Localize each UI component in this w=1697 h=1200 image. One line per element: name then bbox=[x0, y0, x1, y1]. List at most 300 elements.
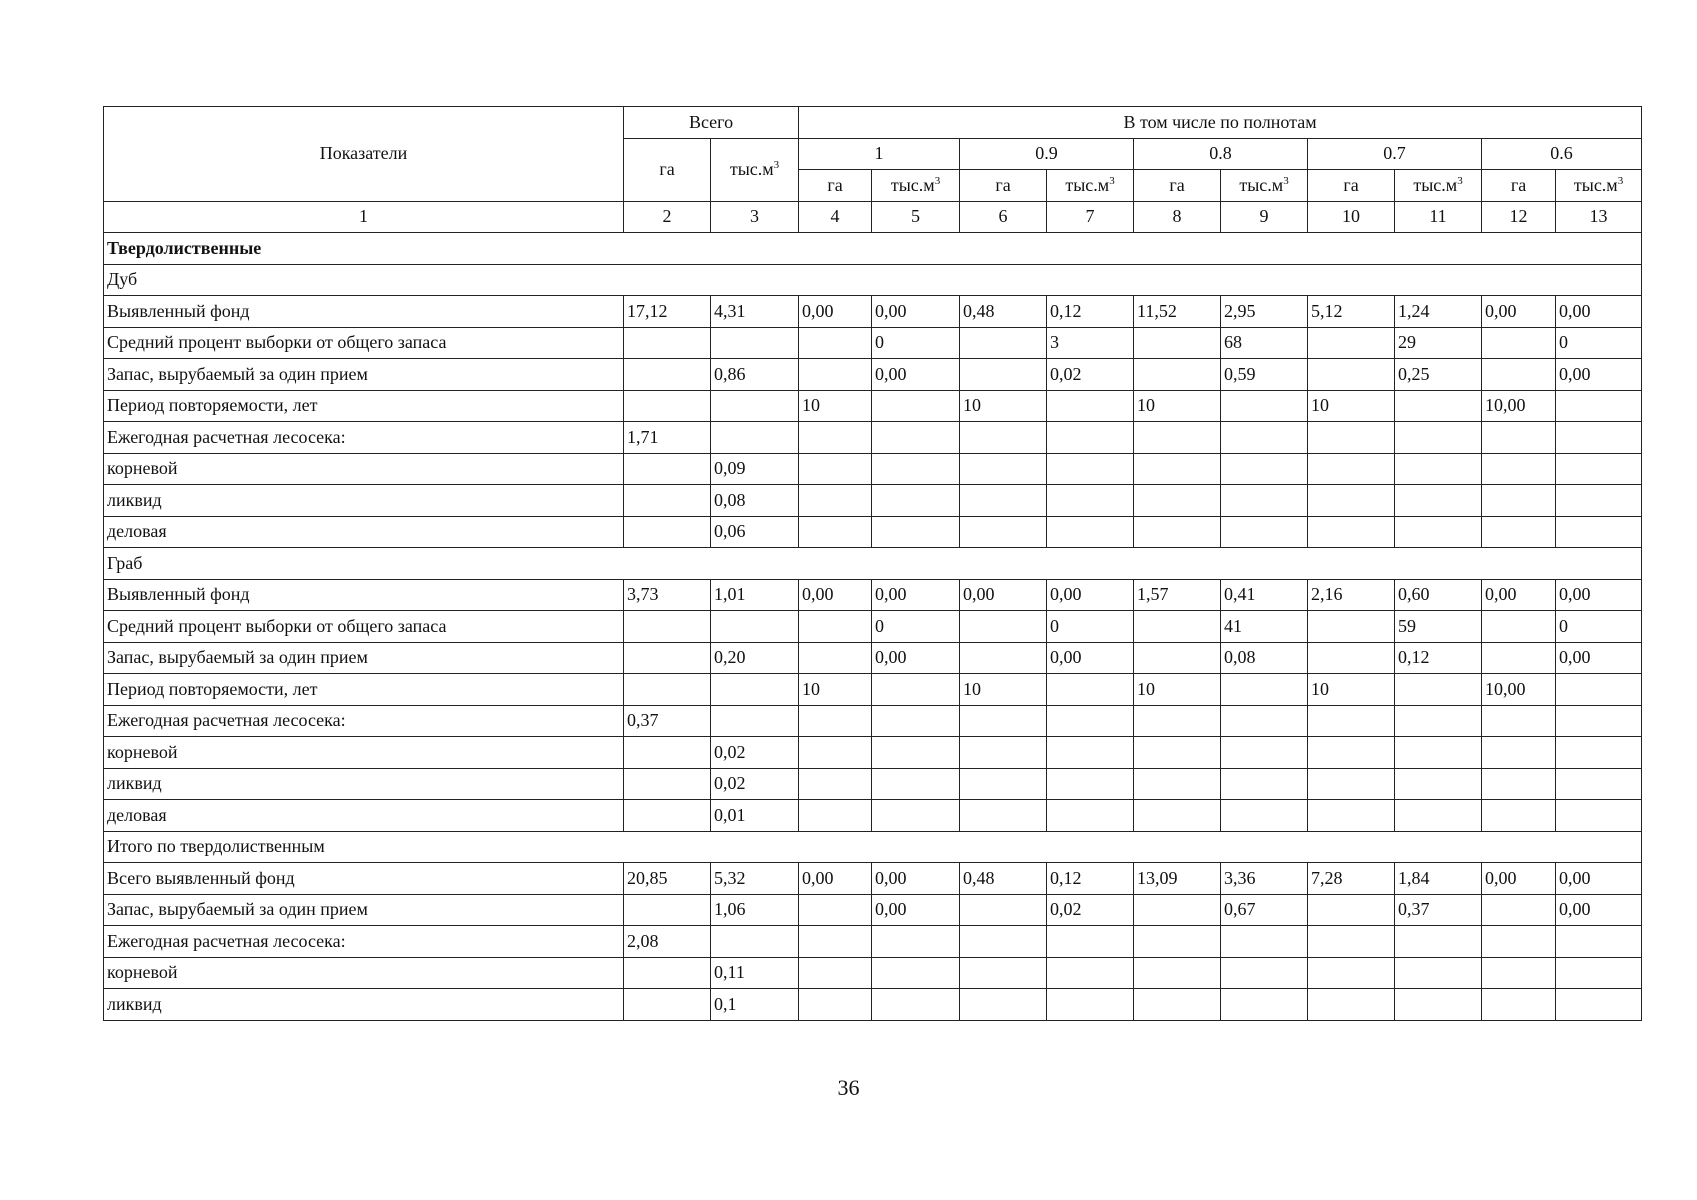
table-row bbox=[104, 737, 1642, 769]
table-cell bbox=[1047, 737, 1134, 769]
table-row bbox=[104, 989, 1642, 1021]
row-label: Период повторяемости, лет bbox=[104, 674, 624, 706]
table-cell: 3,73 bbox=[624, 579, 711, 611]
table-cell bbox=[960, 768, 1047, 800]
row-label: Период повторяемости, лет bbox=[104, 390, 624, 422]
page-number: 36 bbox=[837, 1075, 860, 1100]
table-cell: 10 bbox=[1134, 390, 1221, 422]
column-number: 1 bbox=[104, 201, 624, 233]
table-cell bbox=[1134, 926, 1221, 958]
table-cell bbox=[1395, 390, 1482, 422]
table-cell: 0,48 bbox=[960, 296, 1047, 328]
table-cell bbox=[1134, 800, 1221, 832]
table-cell: 0,48 bbox=[960, 863, 1047, 895]
table-cell: 0,67 bbox=[1221, 894, 1308, 926]
table-cell bbox=[1395, 800, 1482, 832]
table-cell bbox=[1482, 705, 1556, 737]
table-cell bbox=[1308, 359, 1395, 391]
table-cell bbox=[960, 989, 1047, 1021]
table-cell bbox=[960, 359, 1047, 391]
table-cell: 0,06 bbox=[711, 516, 799, 548]
table-cell bbox=[1134, 989, 1221, 1021]
table-cell bbox=[1556, 674, 1642, 706]
table-cell bbox=[1482, 516, 1556, 548]
table-cell bbox=[1221, 989, 1308, 1021]
table-cell: 5,32 bbox=[711, 863, 799, 895]
table-cell bbox=[711, 611, 799, 643]
table-cell: 0,00 bbox=[1556, 642, 1642, 674]
table-cell bbox=[799, 768, 872, 800]
table-cell bbox=[624, 327, 711, 359]
row-label: Средний процент выборки от общего запаса bbox=[104, 327, 624, 359]
row-label: ликвид bbox=[104, 768, 624, 800]
table-cell bbox=[1047, 485, 1134, 517]
row-label: ликвид bbox=[104, 989, 624, 1021]
table-cell: 20,85 bbox=[624, 863, 711, 895]
table-row bbox=[104, 800, 1642, 832]
table-cell: 0,01 bbox=[711, 800, 799, 832]
section-row bbox=[104, 233, 1642, 265]
table-cell bbox=[960, 327, 1047, 359]
table-row bbox=[104, 296, 1642, 328]
table-cell: 3,36 bbox=[1221, 863, 1308, 895]
table-cell: 0,00 bbox=[1556, 863, 1642, 895]
column-number: 8 bbox=[1134, 201, 1221, 233]
table-cell: 0,11 bbox=[711, 957, 799, 989]
row-label: Выявленный фонд bbox=[104, 579, 624, 611]
table-cell bbox=[872, 422, 960, 454]
table-cell bbox=[1221, 768, 1308, 800]
table-cell bbox=[1308, 737, 1395, 769]
table-cell bbox=[1308, 957, 1395, 989]
table-cell bbox=[711, 327, 799, 359]
table-cell bbox=[799, 894, 872, 926]
table-cell bbox=[872, 674, 960, 706]
table-cell bbox=[1047, 926, 1134, 958]
table-cell: 10 bbox=[1134, 674, 1221, 706]
table-cell: 0,00 bbox=[799, 296, 872, 328]
table-cell: 10 bbox=[1308, 390, 1395, 422]
table-cell bbox=[1482, 642, 1556, 674]
table-cell: 10 bbox=[960, 390, 1047, 422]
table-cell bbox=[1134, 611, 1221, 643]
row-label: Запас, вырубаемый за один прием bbox=[104, 894, 624, 926]
table-cell bbox=[624, 800, 711, 832]
table-cell bbox=[1395, 674, 1482, 706]
column-number: 6 bbox=[960, 201, 1047, 233]
column-number: 5 bbox=[872, 201, 960, 233]
table-cell: 0,09 bbox=[711, 453, 799, 485]
table-cell: 0,12 bbox=[1047, 863, 1134, 895]
table-cell bbox=[1482, 894, 1556, 926]
table-cell bbox=[799, 611, 872, 643]
section-row bbox=[104, 831, 1642, 863]
table-cell bbox=[960, 894, 1047, 926]
table-cell bbox=[960, 705, 1047, 737]
table-cell: 0,02 bbox=[711, 768, 799, 800]
table-cell bbox=[960, 926, 1047, 958]
table-cell bbox=[872, 926, 960, 958]
table-cell bbox=[1308, 485, 1395, 517]
table-cell bbox=[799, 422, 872, 454]
unit-volume: $тыс.м^3$ bbox=[1556, 170, 1642, 202]
table-cell bbox=[1556, 989, 1642, 1021]
table-cell: 10 bbox=[799, 390, 872, 422]
table-cell bbox=[1134, 768, 1221, 800]
column-number: 3 bbox=[711, 201, 799, 233]
table-cell: 10 bbox=[960, 674, 1047, 706]
row-label: ликвид bbox=[104, 485, 624, 517]
table-cell: 2,95 bbox=[1221, 296, 1308, 328]
table-cell bbox=[1556, 453, 1642, 485]
table-cell: 0,12 bbox=[1047, 296, 1134, 328]
table-cell bbox=[1308, 422, 1395, 454]
table-cell bbox=[1221, 674, 1308, 706]
table-cell bbox=[1556, 422, 1642, 454]
unit-volume: $тыс.м^3$ bbox=[1047, 170, 1134, 202]
unit-volume: $тыс.м^3$ bbox=[1395, 170, 1482, 202]
table-cell: 0,00 bbox=[1556, 579, 1642, 611]
header-total: Всего bbox=[624, 107, 799, 139]
table-cell bbox=[711, 926, 799, 958]
table-cell: 0,00 bbox=[872, 894, 960, 926]
table-cell bbox=[872, 800, 960, 832]
table-cell bbox=[1482, 485, 1556, 517]
table-cell bbox=[872, 705, 960, 737]
row-label: корневой bbox=[104, 453, 624, 485]
table-cell: 0,00 bbox=[1482, 579, 1556, 611]
table-cell: 0,12 bbox=[1395, 642, 1482, 674]
table-cell: 0 bbox=[1047, 611, 1134, 643]
table-cell bbox=[872, 516, 960, 548]
table-row bbox=[104, 516, 1642, 548]
table-cell: 13,09 bbox=[1134, 863, 1221, 895]
table-cell bbox=[1221, 453, 1308, 485]
table-cell: 0,00 bbox=[872, 863, 960, 895]
header-by-density: В том числе по полнотам bbox=[799, 107, 1642, 139]
table-cell: 0,00 bbox=[1482, 296, 1556, 328]
table-cell bbox=[711, 705, 799, 737]
row-label: Ежегодная расчетная лесосека: bbox=[104, 422, 624, 454]
table-row bbox=[104, 705, 1642, 737]
table-cell bbox=[711, 390, 799, 422]
table-cell bbox=[1134, 422, 1221, 454]
table-cell bbox=[799, 359, 872, 391]
table-cell bbox=[872, 390, 960, 422]
table-cell bbox=[872, 453, 960, 485]
table-cell bbox=[624, 359, 711, 391]
table-body bbox=[104, 233, 1642, 1021]
table-cell bbox=[1134, 737, 1221, 769]
table-cell bbox=[960, 611, 1047, 643]
table-cell bbox=[1134, 957, 1221, 989]
table-cell: 2,08 bbox=[624, 926, 711, 958]
table-row bbox=[104, 642, 1642, 674]
table-cell bbox=[872, 957, 960, 989]
table-cell bbox=[1482, 737, 1556, 769]
table-cell bbox=[1308, 642, 1395, 674]
table-cell bbox=[624, 453, 711, 485]
table-cell: 0,08 bbox=[1221, 642, 1308, 674]
table-cell bbox=[1047, 516, 1134, 548]
table-cell bbox=[960, 485, 1047, 517]
table-cell bbox=[1482, 800, 1556, 832]
row-label: Ежегодная расчетная лесосека: bbox=[104, 705, 624, 737]
table-cell bbox=[1308, 453, 1395, 485]
table-cell: 0,00 bbox=[872, 296, 960, 328]
table-cell bbox=[1308, 926, 1395, 958]
table-cell: 0,00 bbox=[1047, 579, 1134, 611]
table-cell: 1,84 bbox=[1395, 863, 1482, 895]
table-cell bbox=[1221, 737, 1308, 769]
table-cell: 0,02 bbox=[1047, 359, 1134, 391]
table-cell: 2,16 bbox=[1308, 579, 1395, 611]
table-cell bbox=[1047, 989, 1134, 1021]
table-cell bbox=[1308, 989, 1395, 1021]
table-cell bbox=[1395, 989, 1482, 1021]
table-cell: 1,57 bbox=[1134, 579, 1221, 611]
table-cell bbox=[624, 611, 711, 643]
table-cell bbox=[960, 453, 1047, 485]
unit-volume: $тыс.м^3$ bbox=[1221, 170, 1308, 202]
table-cell bbox=[799, 989, 872, 1021]
header-total-ha: га bbox=[624, 138, 711, 201]
table-cell bbox=[872, 737, 960, 769]
unit-ha: га bbox=[1308, 170, 1395, 202]
table-cell: 0,41 bbox=[1221, 579, 1308, 611]
table-cell bbox=[1556, 705, 1642, 737]
table-cell bbox=[1482, 926, 1556, 958]
table-cell: 10,00 bbox=[1482, 390, 1556, 422]
table-cell bbox=[1308, 894, 1395, 926]
table-cell bbox=[960, 642, 1047, 674]
table-cell bbox=[1047, 800, 1134, 832]
table-row bbox=[104, 926, 1642, 958]
row-label: корневой bbox=[104, 957, 624, 989]
table-cell bbox=[799, 800, 872, 832]
table-cell: 0 bbox=[872, 327, 960, 359]
table-cell bbox=[1556, 390, 1642, 422]
section-row bbox=[104, 548, 1642, 580]
table-cell bbox=[1482, 422, 1556, 454]
table-cell: 68 bbox=[1221, 327, 1308, 359]
table-cell bbox=[799, 957, 872, 989]
table-cell: 0,60 bbox=[1395, 579, 1482, 611]
column-number: 9 bbox=[1221, 201, 1308, 233]
table-cell bbox=[1395, 737, 1482, 769]
row-label: деловая bbox=[104, 516, 624, 548]
table-cell bbox=[1395, 422, 1482, 454]
table-cell: 0,00 bbox=[872, 359, 960, 391]
table-cell: 0,25 bbox=[1395, 359, 1482, 391]
table-cell: 0,37 bbox=[1395, 894, 1482, 926]
table-cell: 1,06 bbox=[711, 894, 799, 926]
row-label: Запас, вырубаемый за один прием bbox=[104, 359, 624, 391]
table-cell bbox=[1134, 359, 1221, 391]
table-cell bbox=[799, 705, 872, 737]
table-cell bbox=[799, 453, 872, 485]
table-cell bbox=[624, 894, 711, 926]
section-heading: Итого по твердолиственным bbox=[104, 831, 1642, 863]
column-number: 7 bbox=[1047, 201, 1134, 233]
table-cell bbox=[1482, 957, 1556, 989]
table-cell: 0,00 bbox=[1482, 863, 1556, 895]
table-cell: 0,02 bbox=[1047, 894, 1134, 926]
table-cell bbox=[1134, 485, 1221, 517]
column-number: 4 bbox=[799, 201, 872, 233]
header-density-1: 1 bbox=[799, 138, 960, 170]
table-cell: 1,71 bbox=[624, 422, 711, 454]
table-cell bbox=[1308, 705, 1395, 737]
table-cell bbox=[624, 768, 711, 800]
table-cell bbox=[1308, 611, 1395, 643]
column-number-row bbox=[104, 201, 1642, 233]
table-cell bbox=[1482, 359, 1556, 391]
table-cell bbox=[960, 516, 1047, 548]
table-cell: 7,28 bbox=[1308, 863, 1395, 895]
table-cell: 0,02 bbox=[711, 737, 799, 769]
table-cell bbox=[1308, 768, 1395, 800]
table-cell bbox=[1221, 422, 1308, 454]
header-density-0-7: 0.7 bbox=[1308, 138, 1482, 170]
table-cell bbox=[960, 800, 1047, 832]
section-heading: Граб bbox=[104, 548, 1642, 580]
table-cell bbox=[1556, 800, 1642, 832]
table-cell bbox=[1134, 516, 1221, 548]
table-cell: 10,00 bbox=[1482, 674, 1556, 706]
table-cell bbox=[1482, 989, 1556, 1021]
header-density-0-8: 0.8 bbox=[1134, 138, 1308, 170]
table-cell bbox=[624, 989, 711, 1021]
table-row bbox=[104, 611, 1642, 643]
table-cell: 0,00 bbox=[799, 579, 872, 611]
unit-ha: га bbox=[960, 170, 1047, 202]
table-cell bbox=[1395, 957, 1482, 989]
table-cell bbox=[711, 674, 799, 706]
table-cell bbox=[1047, 768, 1134, 800]
table-cell bbox=[624, 516, 711, 548]
table-cell bbox=[624, 957, 711, 989]
table-cell bbox=[624, 485, 711, 517]
table-row bbox=[104, 453, 1642, 485]
table-cell bbox=[799, 485, 872, 517]
table-cell bbox=[1047, 390, 1134, 422]
column-number: 13 bbox=[1556, 201, 1642, 233]
table-cell bbox=[872, 768, 960, 800]
table-cell bbox=[1047, 422, 1134, 454]
unit-ha: га bbox=[799, 170, 872, 202]
table-cell bbox=[872, 989, 960, 1021]
table-row bbox=[104, 894, 1642, 926]
header-density-0-6: 0.6 bbox=[1482, 138, 1642, 170]
table-cell bbox=[1134, 642, 1221, 674]
table-cell bbox=[1556, 957, 1642, 989]
table-cell: 0,08 bbox=[711, 485, 799, 517]
table-cell bbox=[799, 926, 872, 958]
table-row bbox=[104, 422, 1642, 454]
table-cell bbox=[1221, 485, 1308, 517]
table-row bbox=[104, 863, 1642, 895]
table-cell bbox=[1047, 674, 1134, 706]
table-cell bbox=[1395, 516, 1482, 548]
table-cell: 0,59 bbox=[1221, 359, 1308, 391]
section-row bbox=[104, 264, 1642, 296]
table-cell: 17,12 bbox=[624, 296, 711, 328]
table-cell bbox=[624, 737, 711, 769]
table-cell bbox=[624, 390, 711, 422]
table-cell bbox=[1395, 926, 1482, 958]
table-cell: 5,12 bbox=[1308, 296, 1395, 328]
column-number: 12 bbox=[1482, 201, 1556, 233]
table-cell bbox=[1482, 327, 1556, 359]
table-row bbox=[104, 485, 1642, 517]
table-row bbox=[104, 957, 1642, 989]
table-cell bbox=[960, 422, 1047, 454]
table-cell bbox=[1134, 705, 1221, 737]
row-label: деловая bbox=[104, 800, 624, 832]
table-cell bbox=[1221, 390, 1308, 422]
table-cell: 59 bbox=[1395, 611, 1482, 643]
table-cell bbox=[1395, 768, 1482, 800]
table-cell bbox=[1395, 453, 1482, 485]
table-cell: 29 bbox=[1395, 327, 1482, 359]
table-cell: 0,00 bbox=[799, 863, 872, 895]
column-number: 10 bbox=[1308, 201, 1395, 233]
table-row bbox=[104, 768, 1642, 800]
table-cell bbox=[1308, 800, 1395, 832]
table-cell: 0,00 bbox=[872, 579, 960, 611]
column-number: 2 bbox=[624, 201, 711, 233]
table-cell bbox=[1482, 453, 1556, 485]
table-cell: 0,00 bbox=[1556, 894, 1642, 926]
table-cell: 0,37 bbox=[624, 705, 711, 737]
table-cell bbox=[1221, 800, 1308, 832]
row-label: Ежегодная расчетная лесосека: bbox=[104, 926, 624, 958]
table-cell bbox=[1134, 453, 1221, 485]
table-cell bbox=[1556, 768, 1642, 800]
table-cell: 4,31 bbox=[711, 296, 799, 328]
table-cell: 0 bbox=[1556, 611, 1642, 643]
table-cell bbox=[799, 327, 872, 359]
table-cell bbox=[1221, 705, 1308, 737]
table-cell: 0,1 bbox=[711, 989, 799, 1021]
unit-ha: га bbox=[1482, 170, 1556, 202]
table-cell bbox=[1134, 327, 1221, 359]
table-cell bbox=[1308, 327, 1395, 359]
table-cell bbox=[799, 737, 872, 769]
unit-volume: $тыс.м^3$ bbox=[872, 170, 960, 202]
table-cell bbox=[1047, 957, 1134, 989]
table-cell bbox=[1221, 926, 1308, 958]
table-cell: 0,00 bbox=[1556, 359, 1642, 391]
table-cell: 0 bbox=[872, 611, 960, 643]
table-cell bbox=[1395, 705, 1482, 737]
group-heading: Твердолиственные bbox=[104, 233, 1642, 265]
table-cell bbox=[1221, 516, 1308, 548]
unit-ha: га bbox=[1134, 170, 1221, 202]
table-cell bbox=[960, 737, 1047, 769]
section-heading: Дуб bbox=[104, 264, 1642, 296]
table-cell: 10 bbox=[799, 674, 872, 706]
table-cell: 0,20 bbox=[711, 642, 799, 674]
table-cell: 11,52 bbox=[1134, 296, 1221, 328]
column-number: 11 bbox=[1395, 201, 1482, 233]
table-cell bbox=[1395, 485, 1482, 517]
table-cell bbox=[624, 642, 711, 674]
table-cell bbox=[872, 485, 960, 517]
header-total-volume: $тыс.м^3$ bbox=[711, 138, 799, 201]
table-row bbox=[104, 579, 1642, 611]
